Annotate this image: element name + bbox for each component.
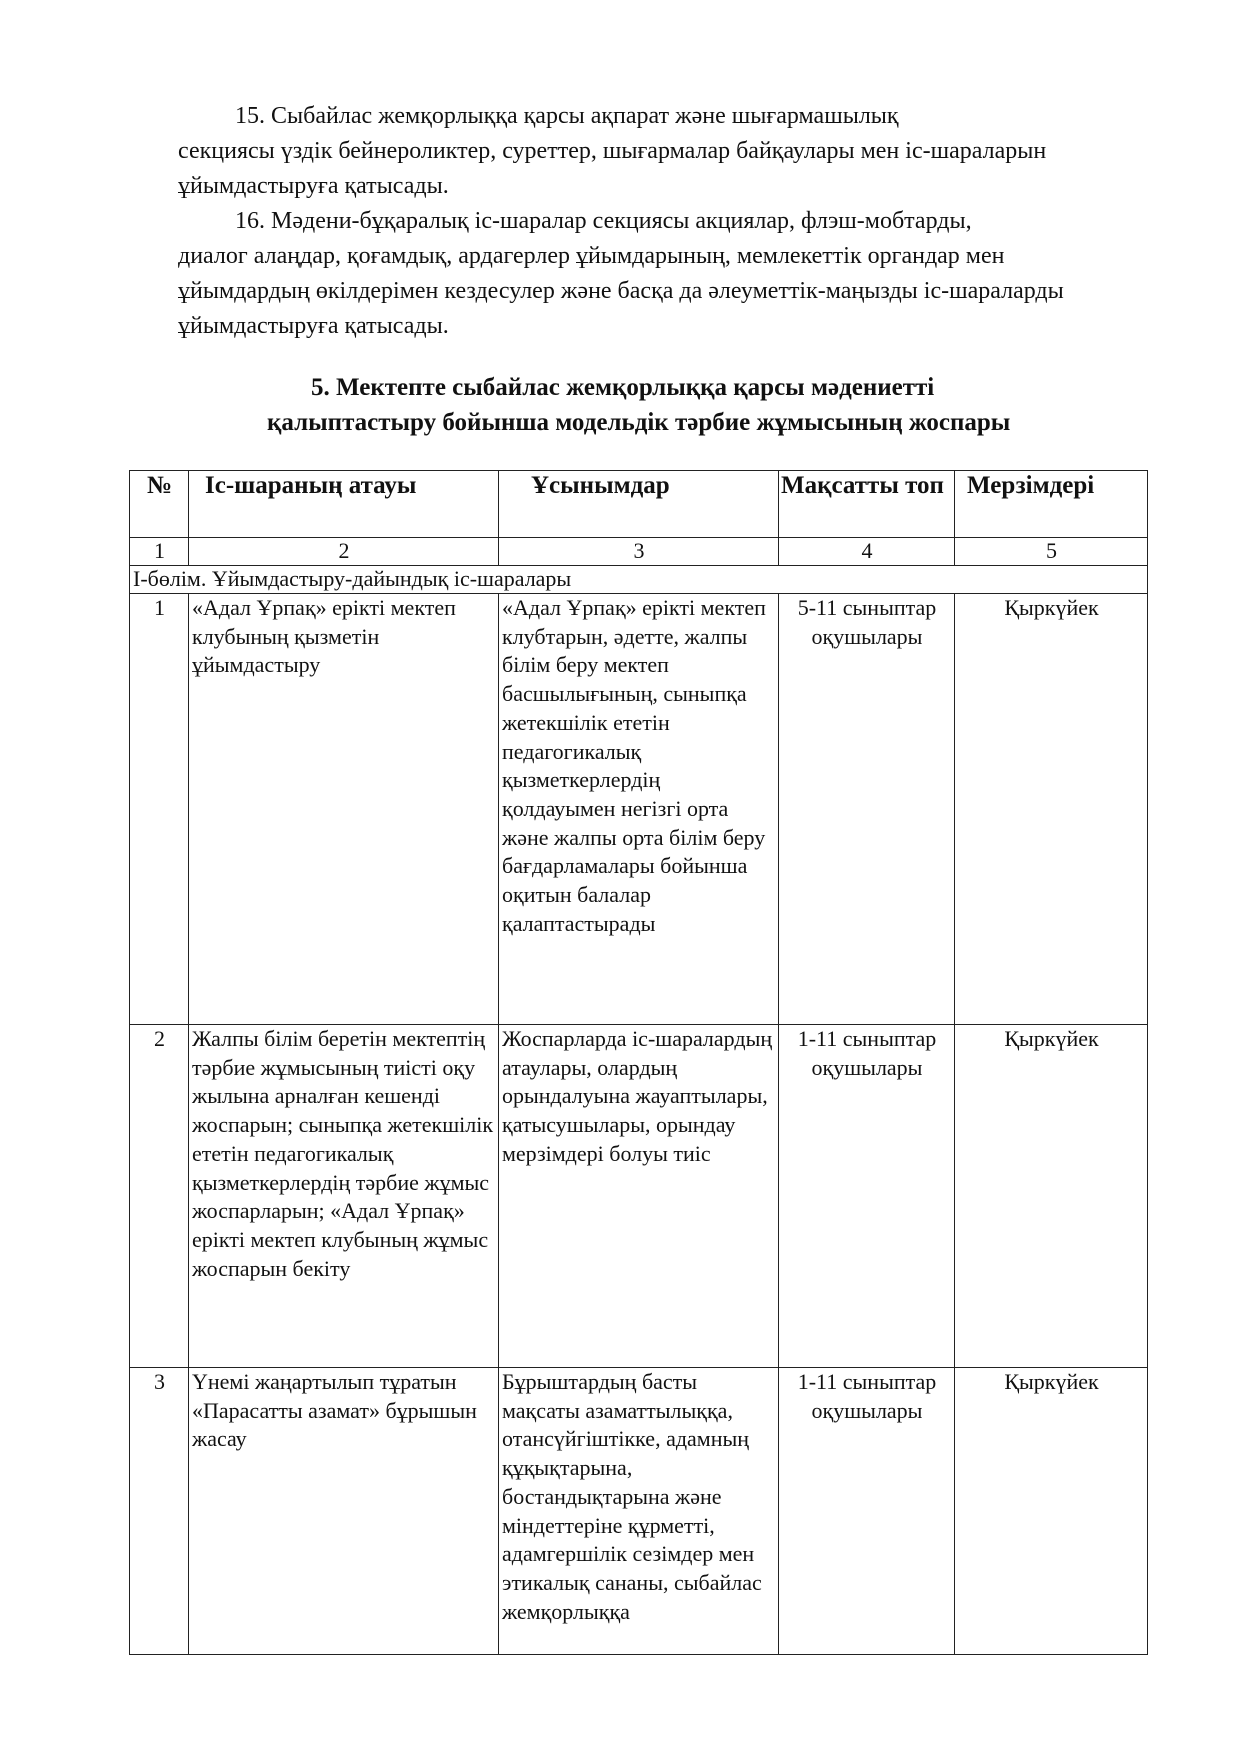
paragraph-15-rest: секциясы үздік бейнероликтер, суреттер, шығармалар байқаулары мен іс-шараларын ұйымдастыруға қатысады. bbox=[178, 138, 1047, 199]
header-deadlines: Мерзімдері bbox=[955, 471, 1148, 538]
header-recommendations: Ұсынымдар bbox=[499, 471, 779, 538]
column-number: 5 bbox=[955, 538, 1148, 566]
section-heading bbox=[178, 370, 1140, 440]
row-recommendation: Жоспарларда іс-шаралардың атаулары, олардың орындалуына жауаптылары, қатысушылары, орындау мерзімдері болуы тиіс bbox=[499, 1025, 779, 1368]
row-event-name: Үнемі жаңартылып тұратын «Парасатты азамат» бұрышын жасау bbox=[189, 1368, 499, 1655]
row-event-name: «Адал Ұрпақ» ерікті мектеп клубының қызметін ұйымдастыру bbox=[189, 594, 499, 1025]
column-number: 4 bbox=[779, 538, 955, 566]
header-event-name: Іс-шараның атауы bbox=[189, 471, 499, 538]
column-number: 3 bbox=[499, 538, 779, 566]
row-number: 3 bbox=[130, 1368, 189, 1655]
paragraph-15 bbox=[178, 99, 1140, 204]
row-event-name: Жалпы білім беретін мектептің тәрбие жұмысының тиісті оқу жылына арналған кешенді жоспарын; сыныпқа жетекшілік ететін педагогикалық қызметкерлердің тәрбие жұмыс жоспарларын; «Адал Ұрпақ» ерікті мектеп клубының жұмыс жоспарын бекіту bbox=[189, 1025, 499, 1368]
header-target-group: Мақсатты топ bbox=[779, 471, 955, 538]
section-heading-line-1: 5. Мектепте сыбайлас жемқорлыққа қарсы мәдениетті bbox=[311, 374, 935, 401]
section-title: І-бөлім. Ұйымдастыру-дайындық іс-шаралары bbox=[130, 566, 1148, 594]
plan-table bbox=[129, 470, 1148, 1655]
row-deadline: Қыркүйек bbox=[955, 1368, 1148, 1655]
column-number-row bbox=[130, 538, 1148, 566]
table-row bbox=[130, 594, 1148, 1025]
row-number: 1 bbox=[130, 594, 189, 1025]
section-row bbox=[130, 566, 1148, 594]
column-number: 1 bbox=[130, 538, 189, 566]
table-row bbox=[130, 1368, 1148, 1655]
paragraph-16-first-line: 16. Мәдени-бұқаралық іс-шаралар секциясы акциялар, флэш-мобтарды, bbox=[235, 208, 972, 234]
row-target-group: 5-11 сыныптар оқушылары bbox=[779, 594, 955, 1025]
table-row bbox=[130, 1025, 1148, 1368]
paragraph-15-first-line: 15. Сыбайлас жемқорлыққа қарсы ақпарат және шығармашылық bbox=[235, 103, 899, 129]
row-number: 2 bbox=[130, 1025, 189, 1368]
row-recommendation: «Адал Ұрпақ» ерікті мектеп клубтарын, әдетте, жалпы білім беру мектеп басшылығының, сыныпқа жетекшілік ететін педагогикалық қызметкерлердің қолдауымен негізгі орта және жалпы орта білім беру бағдарламалары бойынша оқитын балалар қалаптастырады bbox=[499, 594, 779, 1025]
row-target-group: 1-11 сыныптар оқушылары bbox=[779, 1368, 955, 1655]
table-header-row bbox=[130, 471, 1148, 538]
column-number: 2 bbox=[189, 538, 499, 566]
section-heading-line-2: қалыптастыру бойынша модельдік тәрбие жұмысының жоспары bbox=[267, 409, 1011, 436]
row-deadline: Қыркүйек bbox=[955, 1025, 1148, 1368]
row-recommendation: Бұрыштардың басты мақсаты азаматтылыққа, отансүйгіштікке, адамның құқықтарына, бостандықтарына және міндеттеріне құрметті, адамгершілік сезімдер мен этикалық сананы, сыбайлас жемқорлыққа bbox=[499, 1368, 779, 1655]
header-number: № bbox=[130, 471, 189, 538]
row-target-group: 1-11 сыныптар оқушылары bbox=[779, 1025, 955, 1368]
paragraph-16 bbox=[178, 204, 1140, 344]
row-deadline: Қыркүйек bbox=[955, 594, 1148, 1025]
paragraph-16-rest: диалог алаңдар, қоғамдық, ардагерлер ұйымдарының, мемлекеттік органдар мен ұйымдардың өкілдерімен кездесулер және басқа да әлеуметтік-маңызды іс-шараларды ұйымдастыруға қатысады. bbox=[178, 243, 1064, 339]
